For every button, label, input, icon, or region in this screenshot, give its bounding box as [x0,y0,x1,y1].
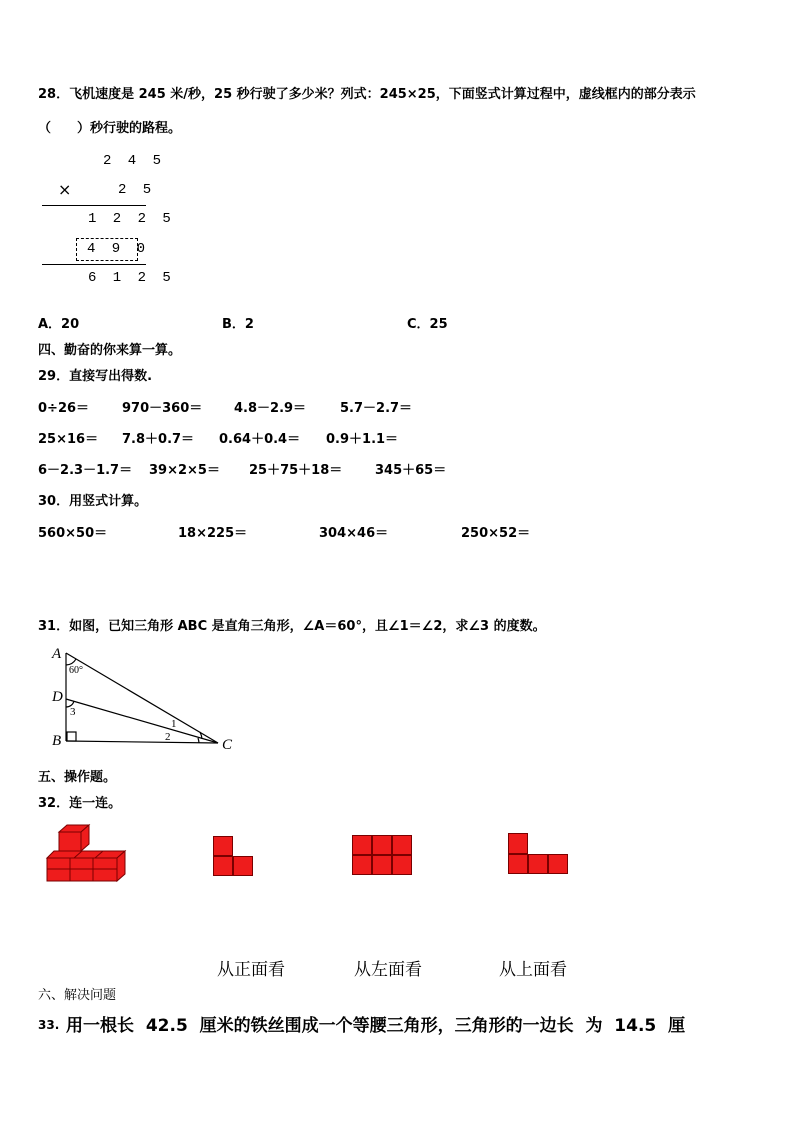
q29-title: 29．直接写出得数. [38,369,153,384]
square [508,833,528,854]
square [392,855,412,875]
q29-item: 0.9＋1.1＝ [326,432,399,447]
calc-partial2: 4 9 0 [87,241,150,257]
q33-number: 33. [38,1018,60,1032]
side-bc [66,741,218,743]
cube-face [47,851,125,858]
q28-option-b: B．2 [222,317,254,332]
square [352,855,372,875]
square [392,835,412,855]
square [548,854,568,874]
square [233,856,253,876]
segment-dc [66,699,218,743]
q32-title: 32．连一连。 [38,796,122,811]
square [213,836,233,856]
label-a: A [52,646,62,662]
q33-text: 用一根长 42.5 厘米的铁丝围成一个等腰三角形，三角形的一边长 为 14.5 厘 [66,1016,686,1036]
q29-item: 345＋65＝ [375,463,447,478]
label-1: 1 [171,718,177,730]
label-3: 3 [70,706,76,718]
view-label-top[interactable]: 从上面看 [499,960,567,980]
calc-partial1: 1 2 2 5 [88,211,175,227]
q29-item: 25×16＝ [38,432,99,447]
q30-title: 30．用竖式计算。 [38,494,148,509]
section4-title: 四、勤奋的你来算一算。 [38,343,182,358]
q28-line1: 28．飞机速度是 245 米/秒，25 秒行驶了多少米？列式：245×25，下面竖式计算过程中，虚线框内的部分表示 [38,87,696,102]
q29-item: 5.7－2.7＝ [340,401,413,416]
view-label-left[interactable]: 从左面看 [354,960,422,980]
q29-item: 0÷26＝ [38,401,90,416]
calc-times-sign: × [58,180,72,199]
q29-item: 6－2.3－1.7＝ [38,463,133,478]
q30-item: 560×50＝ [38,526,108,541]
label-b: B [52,733,62,749]
calc-rule-1 [42,205,146,206]
square [372,855,392,875]
view-label-front[interactable]: 从正面看 [217,960,285,980]
cube-stack-3d [45,822,127,884]
q29-item: 970－360＝ [122,401,203,416]
square [508,854,528,874]
square [352,835,372,855]
q29-item: 39×2×5＝ [149,463,220,478]
square [213,856,233,876]
q28-line2: （ ）秒行驶的路程。 [38,121,182,136]
right-angle-mark [67,732,76,741]
q30-item: 304×46＝ [319,526,389,541]
q28-option-a: A．20 [38,317,80,332]
q29-item: 4.8－2.9＝ [234,401,307,416]
calc-result: 6 1 2 5 [88,270,175,286]
square [372,835,392,855]
q30-item: 250×52＝ [461,526,531,541]
q28-option-c: C．25 [407,317,448,332]
calc-rule-2 [42,264,146,265]
section5-title: 五、操作题。 [38,770,117,785]
q29-item: 0.64＋0.4＝ [219,432,301,447]
q29-item: 25＋75＋18＝ [249,463,343,478]
triangle-figure [50,643,240,755]
calc-multiplier: 2 5 [118,182,156,198]
cube-face [59,832,81,851]
label-60: 60° [69,665,83,676]
q30-item: 18×225＝ [178,526,248,541]
label-c: C [222,737,233,753]
q29-item: 7.8＋0.7＝ [122,432,195,447]
label-2: 2 [165,731,171,743]
q31-text: 31．如图，已知三角形 ABC 是直角三角形，∠A＝60°，且∠1＝∠2，求∠3 的度数。 [38,619,546,634]
section6-title: 六、解决问题 [38,988,117,1003]
side-ac [66,653,218,743]
calc-multiplicand: 2 4 5 [103,153,166,169]
label-d: D [52,689,63,705]
square [528,854,548,874]
